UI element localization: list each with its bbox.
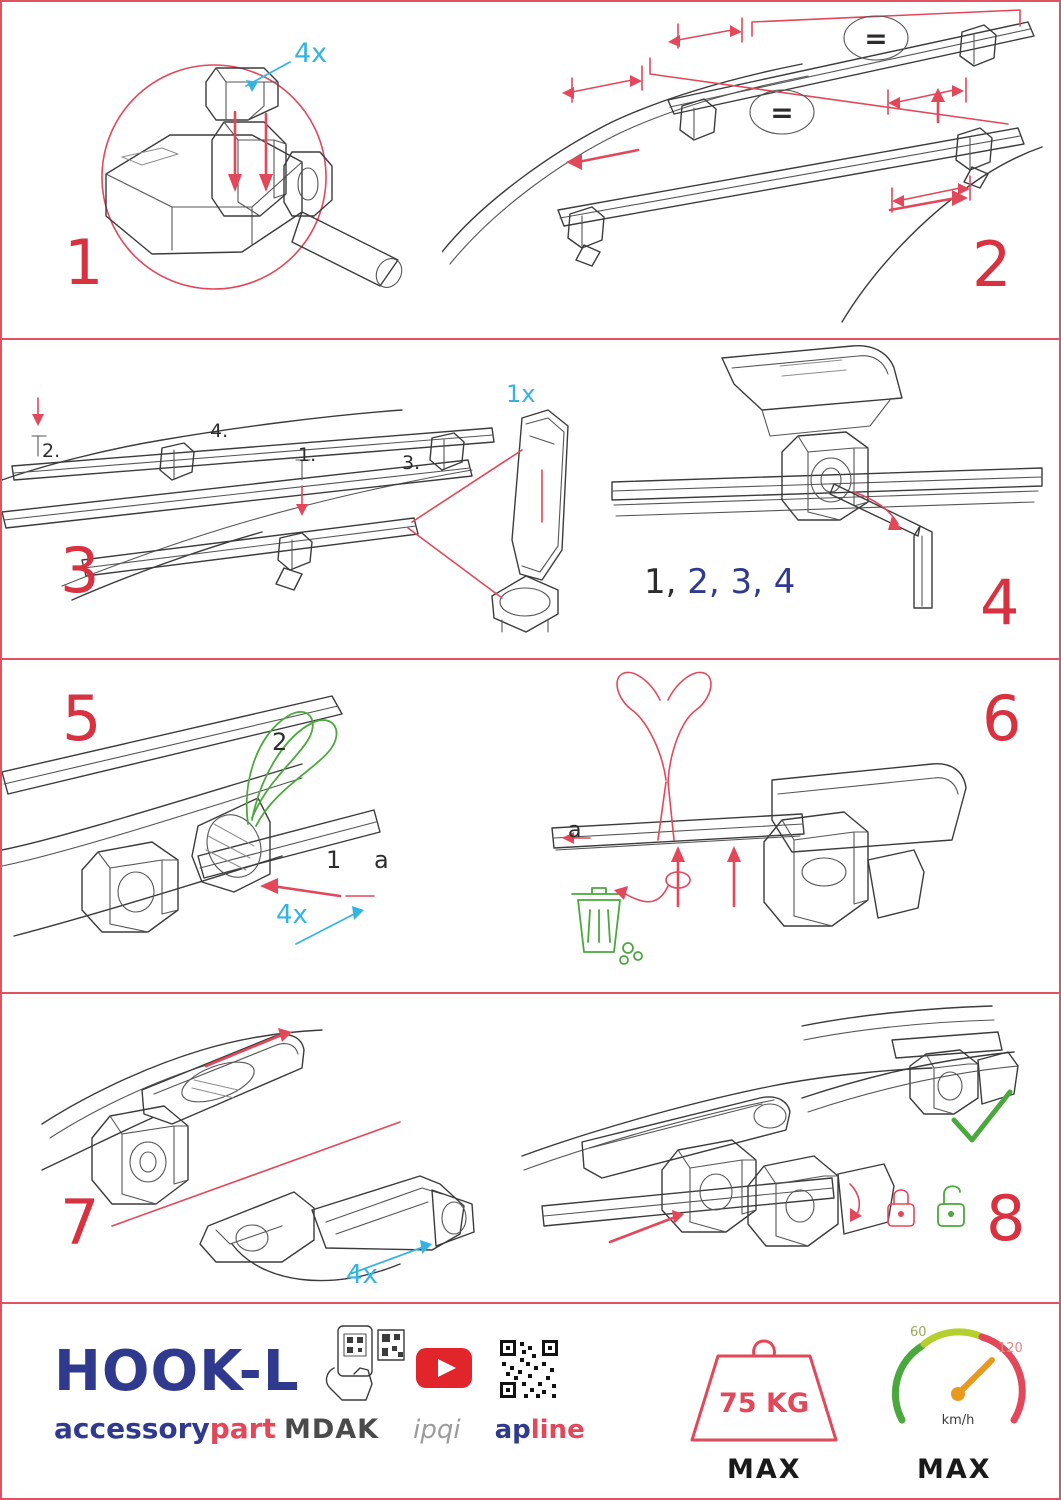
logo-apline-line: line [530, 1415, 585, 1445]
step-4-seq-2: 2, [687, 562, 720, 602]
max-speed-caption: MAX [917, 1454, 992, 1485]
step-3-panel [2, 340, 602, 658]
svg-text:=: = [864, 22, 888, 55]
qr-scan-hand-icon [320, 1324, 412, 1408]
step-3-label-1: 1. [298, 444, 317, 466]
step-8-illustration [502, 994, 1061, 1302]
partner-logos [284, 1414, 585, 1445]
step-6-number: 6 [982, 682, 1023, 755]
step-4-seq-4: 4 [773, 562, 796, 602]
step-3-quantity-label: 1x [506, 380, 536, 408]
logo-apline-ap: ap [494, 1415, 531, 1445]
step-1-panel [2, 2, 442, 338]
brand-tagline [54, 1412, 300, 1445]
weight-icon [674, 1320, 854, 1450]
highlight-circle [102, 65, 326, 289]
step-4-seq-prefix: 1, [644, 562, 677, 602]
max-speed-block [888, 1316, 1028, 1448]
step-2-number: 2 [972, 228, 1013, 301]
step-4-panel [602, 340, 1061, 658]
step-3-label-4: 4. [210, 420, 229, 442]
step-5-quantity-label: 4x [276, 900, 308, 930]
max-load-value: 75 KG [718, 1388, 810, 1419]
brand-block [54, 1339, 300, 1445]
brand-tagline-part: part [209, 1412, 276, 1445]
step-6-label-a: a [568, 818, 582, 843]
speed-unit: km/h [941, 1413, 975, 1428]
product-name: HOOK-L [54, 1339, 300, 1404]
step-5-label-2: 2 [272, 728, 288, 756]
logo-apline [495, 1415, 585, 1445]
max-load-caption: MAX [727, 1454, 802, 1485]
step-5-label-a: a [374, 846, 389, 874]
step-2-panel [442, 2, 1061, 338]
step-3-label-2: 2. [42, 440, 61, 462]
brand-tagline-accessory: accessory [54, 1412, 210, 1445]
qr-code [498, 1338, 560, 1400]
lock-open-icon [938, 1186, 964, 1226]
step-5-label-1: 1 [326, 846, 342, 874]
logo-ipqi: ipqi [413, 1415, 461, 1445]
step-2-illustration [442, 2, 1061, 338]
speedometer-icon [888, 1316, 1028, 1448]
step-1-number: 1 [64, 226, 105, 299]
footer [2, 1302, 1061, 1500]
step-4-number: 4 [980, 566, 1021, 639]
speed-tick-120: 120 [998, 1341, 1023, 1356]
step-6-illustration [472, 660, 1061, 990]
max-load-block [674, 1320, 854, 1450]
step-1-quantity-label: 4x [294, 38, 328, 69]
step-5-panel [2, 660, 472, 990]
step-7-quantity-label: 4x [346, 1260, 378, 1290]
step-5-number: 5 [62, 682, 103, 755]
step-6-panel [472, 660, 1061, 990]
step-4-sequence [644, 562, 795, 602]
step-7-panel [2, 994, 502, 1302]
speed-tick-60: 60 [910, 1325, 927, 1340]
step-3-label-3: 3. [402, 452, 421, 474]
svg-text:=: = [770, 96, 794, 129]
youtube-icon[interactable] [416, 1348, 472, 1388]
step-4-seq-3: 3, [730, 562, 763, 602]
step-3-number: 3 [60, 534, 101, 607]
step-8-number: 8 [986, 1182, 1027, 1255]
step-8-panel [502, 994, 1061, 1302]
logo-mdak: MDAK [284, 1414, 380, 1445]
step-7-number: 7 [60, 1186, 101, 1259]
